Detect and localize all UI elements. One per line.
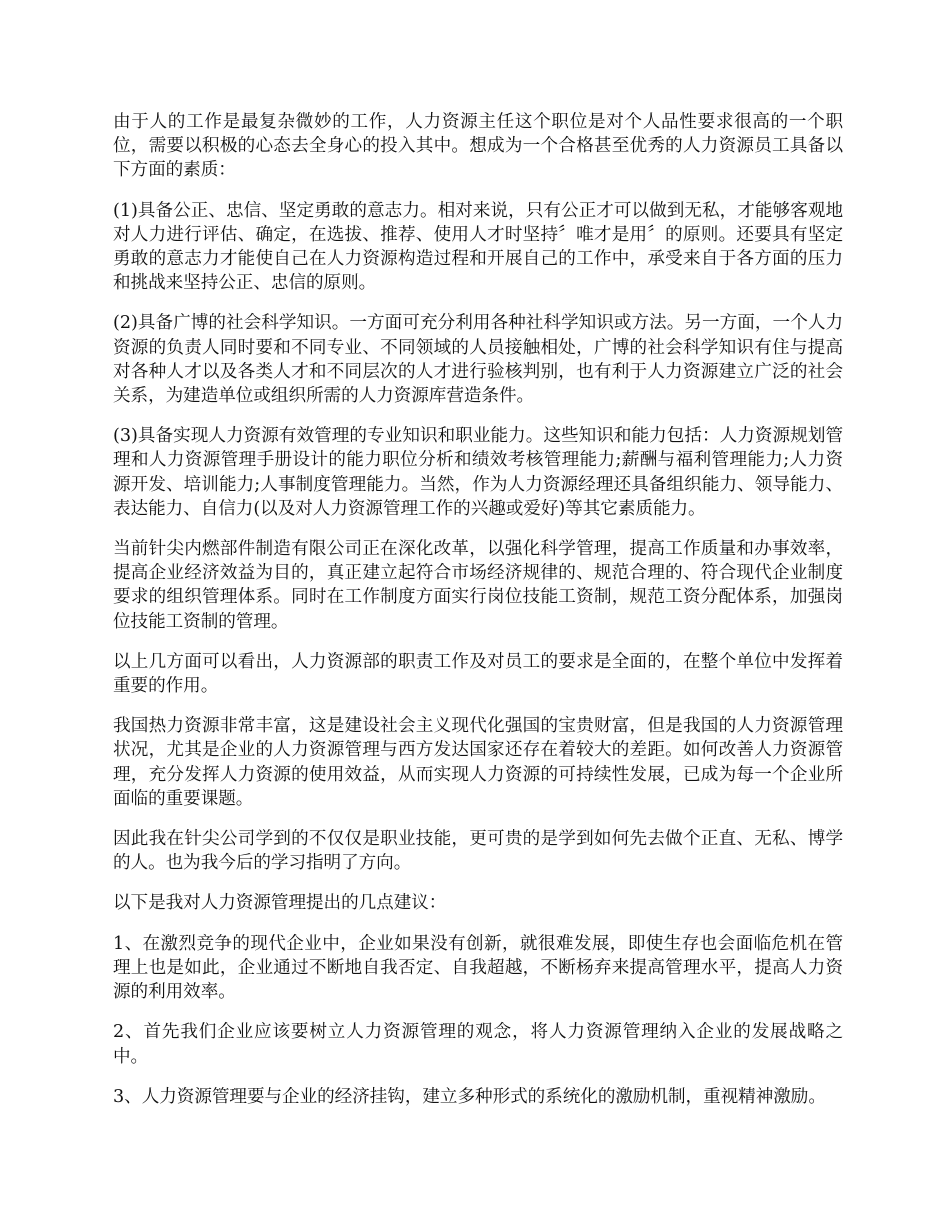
- document-body: [113, 110, 843, 1125]
- paragraph-quality-3: (3)具备实现人力资源有效管理的专业知识和职业能力。这些知识和能力包括：人力资源规划管理和人力资源管理手册设计的能力职位分析和绩效考核管理能力;薪酬与福利管理能力;人力资源开发、培训能力;人事制度管理能力。当然，作为人力资源经理还具备组织能力、领导能力、表达能力、自信力(以及对人力资源管理工作的兴趣或爱好)等其它素质能力。: [113, 426, 843, 519]
- paragraph-quality-2: (2)具备广博的社会科学知识。一方面可充分利用各种社科学知识或方法。另一方面，一个人力资源的负责人同时要和不同专业、不同领域的人员接触相处，广博的社会科学知识有住与提高对各种人才以及各类人才和不同层次的人才进行验核判别，也有利于人力资源建立广泛的社会关系，为建造单位或组织所需的人力资源库营造条件。: [113, 313, 843, 407]
- paragraph-suggestions-heading: 以下是我对人力资源管理提出的几点建议：: [113, 893, 447, 914]
- paragraph-summary: 以上几方面可以看出，人力资源部的职责工作及对员工的要求是全面的，在整个单位中发挥着重要的作用。: [113, 651, 843, 697]
- paragraph-suggestion-2: 2、首先我们企业应该要树立人力资源管理的观念，将人力资源管理纳入企业的发展战略之中。: [113, 1022, 843, 1067]
- paragraph-suggestion-3: 3、人力资源管理要与企业的经济挂钩，建立多种形式的系统化的激励机制，重视精神激励。: [113, 1086, 826, 1107]
- paragraph-personal-gain: 因此我在针尖公司学到的不仅仅是职业技能，更可贵的是学到如何先去做个正直、无私、博学的人。也为我今后的学习指明了方向。: [113, 829, 843, 874]
- paragraph-national-status: 我国热力资源非常丰富，这是建设社会主义现代化强国的宝贵财富，但是我国的人力资源管理状况，尤其是企业的人力资源管理与西方发达国家还存在着较大的差距。如何改善人力资源管理，充分发挥人力资源的使用效益，从而实现人力资源的可持续性发展，已成为每一个企业所面临的重要课题。: [113, 716, 843, 809]
- paragraph-quality-1: (1)具备公正、忠信、坚定勇敢的意志力。相对来说，只有公正才可以做到无私，才能够客观地对人力进行评估、确定，在选拔、推荐、使用人才时坚持〞唯才是用〞的原则。还要具有坚定勇敢的意志力才能使自己在人力资源构造过程和开展自己的工作中，承受来自于各方面的压力和挑战来坚持公正、忠信的原则。: [113, 200, 843, 294]
- paragraph-suggestion-1: 1、在激烈竞争的现代企业中，企业如果没有创新，就很难发展，即使生存也会面临危机在管理上也是如此，企业通过不断地自我否定、自我超越，不断杨弃来提高管理水平，提高人力资源的利用效率。: [113, 933, 843, 1003]
- paragraph-company-reform: 当前针尖内燃部件制造有限公司正在深化改革，以强化科学管理，提高工作质量和办事效率，提高企业经济效益为目的，真正建立起符合市场经济规律的、规范合理的、符合现代企业制度要求的组织管理体系。同时在工作制度方面实行岗位技能工资制，规范工资分配体系，加强岗位技能工资制的管理。: [113, 539, 843, 632]
- paragraph-intro: 由于人的工作是最复杂微妙的工作，人力资源主任这个职位是对个人品性要求很高的一个职位，需要以积极的心态去全身心的投入其中。想成为一个合格甚至优秀的人力资源员工具备以下方面的素质：: [113, 112, 843, 181]
